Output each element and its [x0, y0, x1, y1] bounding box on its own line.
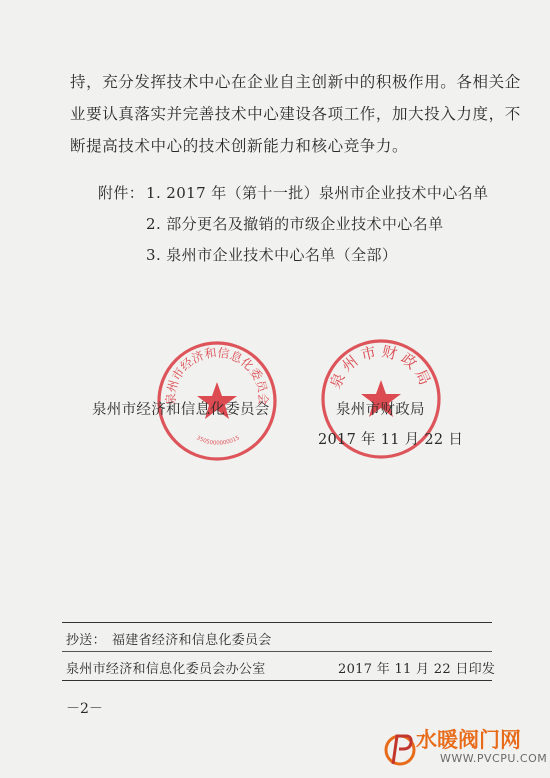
body-line: 持，充分发挥技术中心在企业自主创新中的积极作用。各相关企: [70, 73, 521, 91]
left-seal-text: 泉州市经济和信息化委员会: [163, 345, 271, 406]
footer-middle-rule: [62, 651, 492, 652]
attachment-item-2: 2. 部分更名及撤销的市级企业技术中心名单: [146, 215, 444, 233]
body-paragraph: [70, 66, 521, 162]
cc-label: 抄送：: [66, 633, 106, 648]
body-line: 业要认真落实并完善技术中心建设各项工作，加大投入力度，不: [70, 105, 521, 123]
cc-value: 福建省经济和信息化委员会: [112, 633, 272, 648]
attachment-item-3: 3. 泉州市企业技术中心名单（全部）: [146, 246, 398, 264]
footer-bottom-rule: [62, 680, 492, 681]
signature-date: 2017 年 11 月 22 日: [318, 432, 464, 448]
issue-date: 2017 年 11 月 22 日印发: [338, 662, 496, 677]
body-line: 断提高技术中心的技术创新能力和核心竞争力。: [70, 137, 409, 155]
signature-left-org: 泉州市经济和信息化委员会: [92, 402, 270, 418]
page-number: －2－: [66, 701, 103, 717]
svg-text:3505000000015: [195, 435, 241, 447]
issuer-office: 泉州市经济和信息化委员会办公室: [66, 662, 266, 677]
footer-top-rule: [62, 622, 492, 623]
attachment-label: 附件：: [98, 184, 145, 202]
signature-right-org: 泉州市财政局: [336, 402, 425, 418]
watermark-brand: 水暖阀门网: [416, 728, 521, 752]
watermark-emblem-icon: [384, 724, 416, 776]
watermark-url: WWW.PVCPU.COM: [440, 752, 548, 765]
watermark-logo: [380, 722, 550, 778]
right-seal-text: 泉州市财政局: [326, 342, 436, 392]
left-seal-code: 3505000000015: [195, 435, 241, 447]
attachment-item-1: 1. 2017 年（第十一批）泉州市企业技术中心名单: [146, 184, 489, 202]
